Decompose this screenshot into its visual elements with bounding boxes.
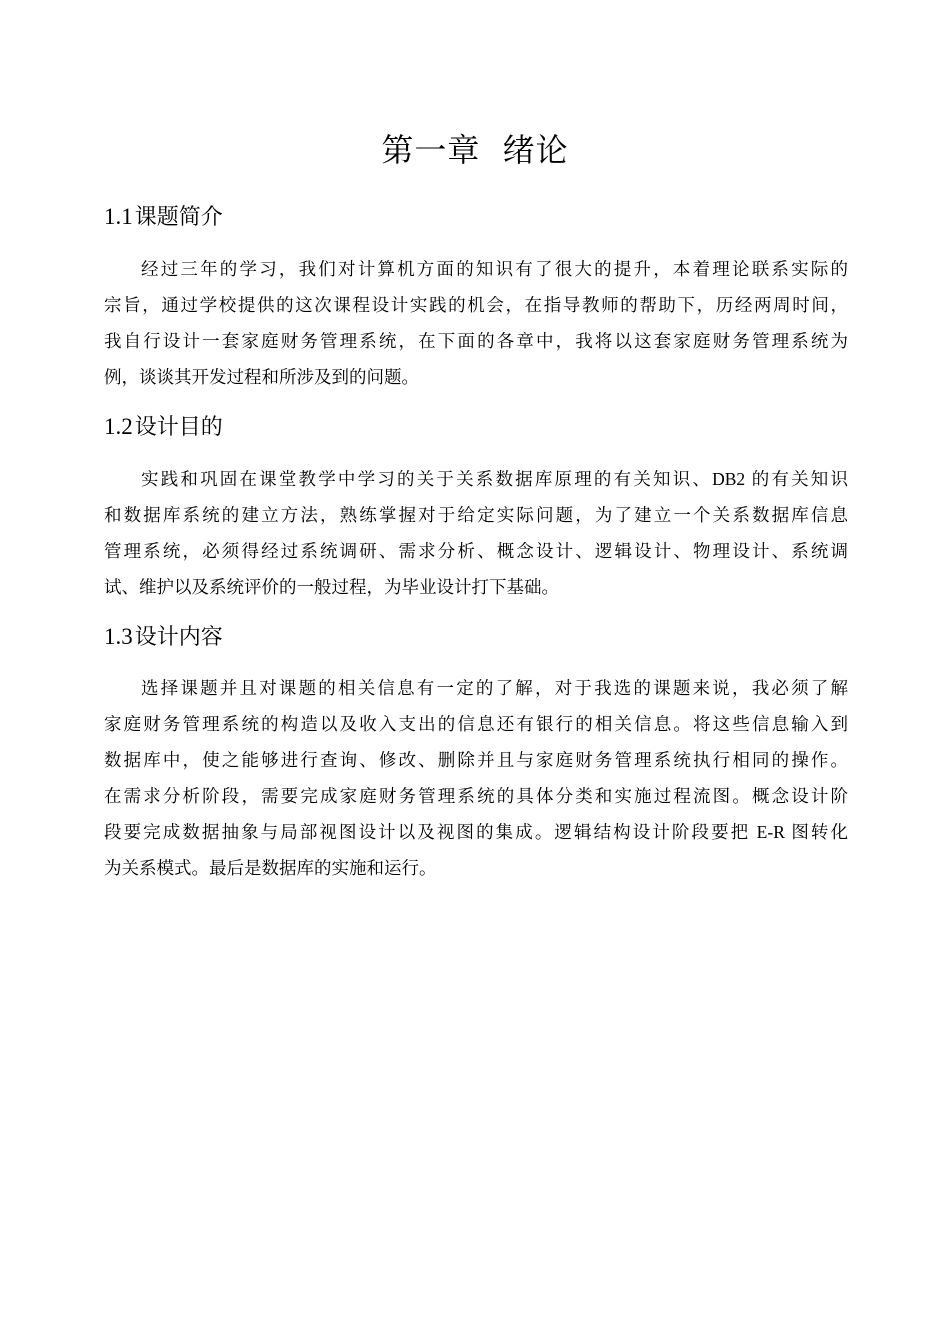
- section-title: 课题简介: [134, 205, 223, 230]
- paragraph-1-1: [104, 251, 848, 395]
- section-number: 1.2: [104, 414, 133, 439]
- paragraph-line: 选择课题并且对课题的相关信息有一定的了解，对于我选的课题来说，我必须了解: [141, 678, 848, 698]
- paragraph-line: 数据库中，使之能够进行查询、修改、删除并且与家庭财务管理系统执行相同的操作。: [104, 750, 848, 770]
- paragraph-line: 为关系模式。最后是数据库的实施和运行。: [104, 858, 437, 878]
- paragraph-line: 例，谈谈其开发过程和所涉及到的问题。: [104, 367, 419, 387]
- paragraph-1-3: [104, 670, 848, 886]
- section-heading-1-3: [104, 622, 223, 653]
- paragraph-line: 和数据库系统的建立方法，熟练掌握对于给定实际问题，为了建立一个关系数据库信息: [104, 505, 848, 525]
- paragraph-line: 试、维护以及系统评价的一般过程，为毕业设计打下基础。: [104, 577, 559, 597]
- paragraph-line: 管理系统，必须得经过系统调研、需求分析、概念设计、逻辑设计、物理设计、系统调: [104, 541, 848, 561]
- section-number: 1.1: [104, 204, 133, 229]
- paragraph-line: 段要完成数据抽象与局部视图设计以及视图的集成。逻辑结构设计阶段要把 E-R 图转化: [104, 822, 848, 842]
- paragraph-line: 在需求分析阶段，需要完成家庭财务管理系统的具体分类和实施过程流图。概念设计阶: [104, 786, 848, 806]
- paragraph-line: 宗旨，通过学校提供的这次课程设计实践的机会，在指导教师的帮助下，历经两周时间，: [104, 295, 848, 315]
- paragraph-1-2: [104, 461, 848, 605]
- paragraph-line: 家庭财务管理系统的构造以及收入支出的信息还有银行的相关信息。将这些信息输入到: [104, 714, 848, 734]
- section-title: 设计内容: [134, 625, 223, 650]
- paragraph-line: 实践和巩固在课堂教学中学习的关于关系数据库原理的有关知识、DB2 的有关知识: [141, 469, 848, 489]
- paragraph-line: 经过三年的学习，我们对计算机方面的知识有了很大的提升，本着理论联系实际的: [141, 259, 848, 279]
- section-heading-1-2: [104, 412, 223, 443]
- section-title: 设计目的: [134, 415, 223, 440]
- chapter-title: 第一章 绪论: [381, 131, 569, 169]
- section-heading-1-1: [104, 202, 223, 233]
- section-number: 1.3: [104, 624, 133, 649]
- paragraph-line: 我自行设计一套家庭财务管理系统，在下面的各章中，我将以这套家庭财务管理系统为: [104, 331, 848, 351]
